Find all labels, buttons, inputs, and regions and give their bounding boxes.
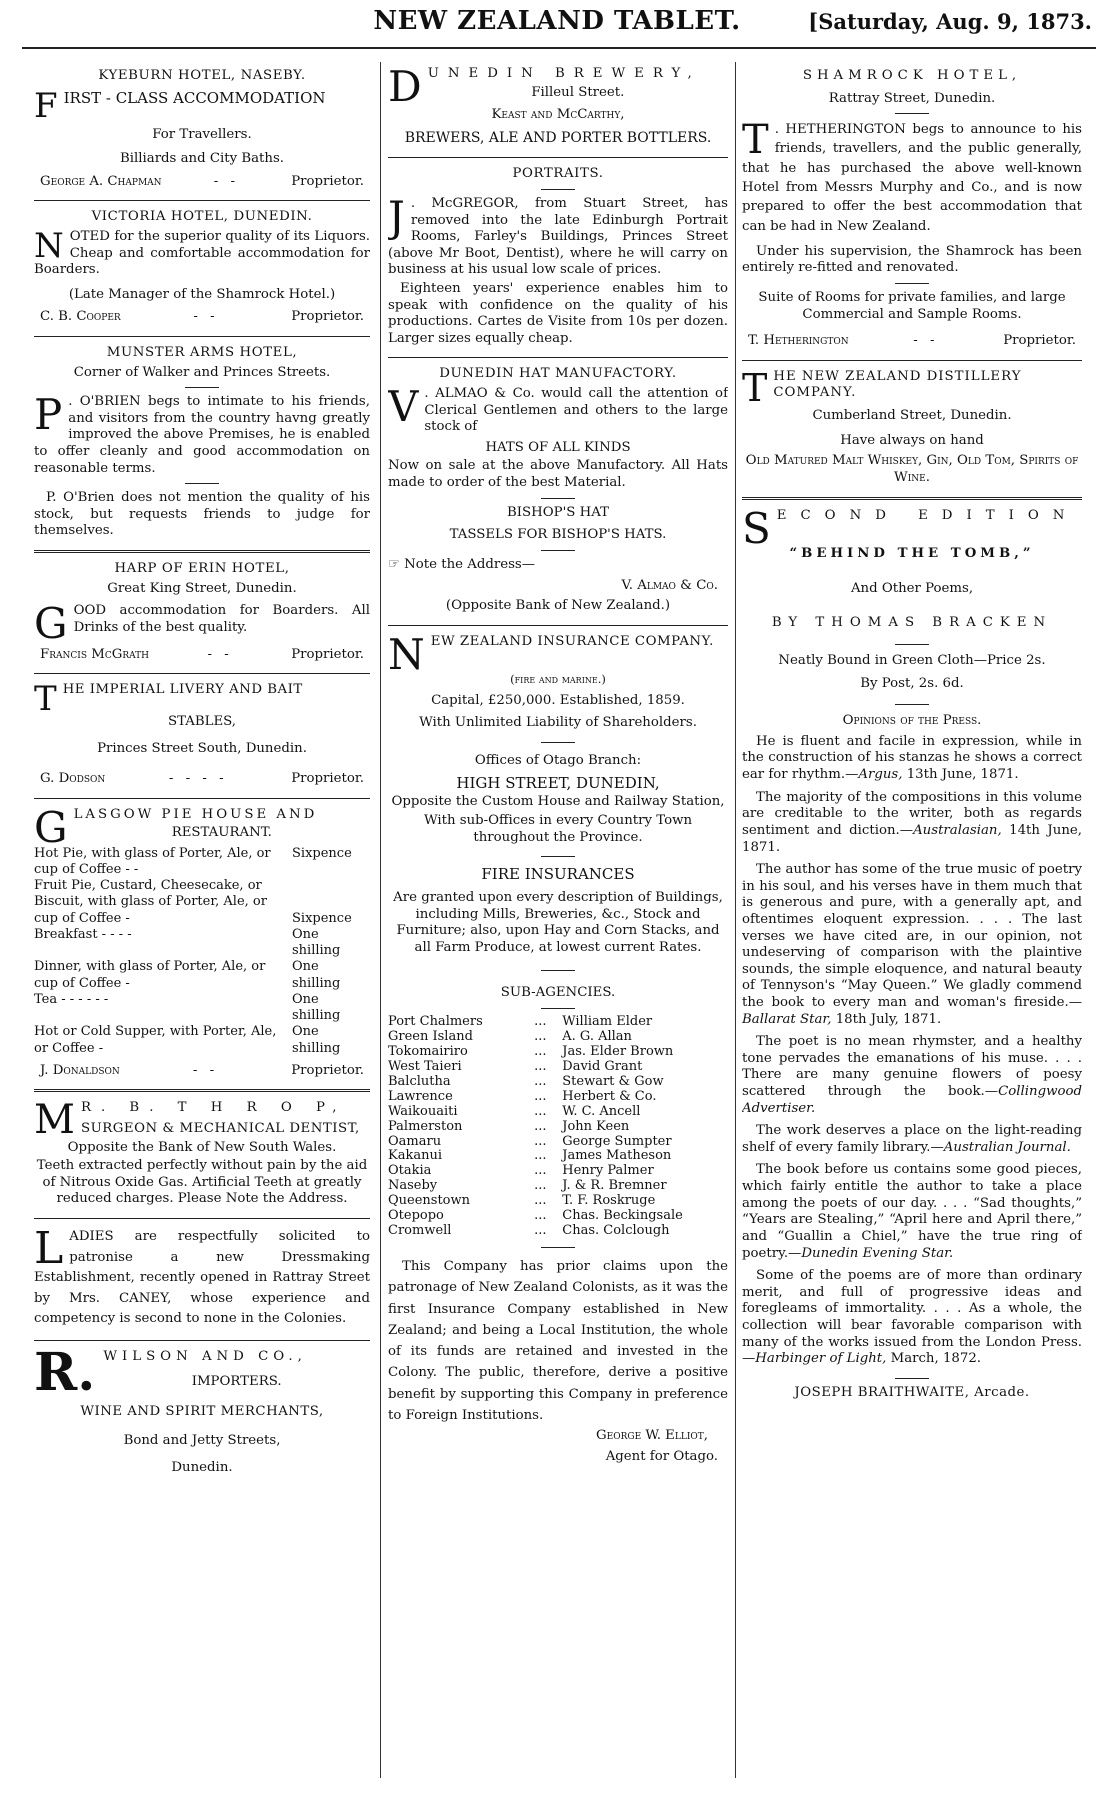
drop-cap: F [34,85,58,126]
ad-book-behind-the-tomb [742,503,1082,1402]
leader-dots: - - [193,309,219,325]
ad-subheading: Rattray Street, Dunedin. [828,90,996,106]
ad-shamrock-hotel [742,68,1082,350]
ad-subheading: IMPORTERS. [191,1373,282,1389]
ad-body: . HETHERINGTON begs to announce to his friends, travellers, and the public generally, that he has purchased the above well-known Hotel from Messrs Murphy and Co., and is now prepared to offer the best accommodation that can be had in New Zealand. [742,122,1082,234]
masthead [0,0,1114,42]
leader-dots: - - - - [168,771,228,787]
ad-separator [742,360,1082,361]
drop-cap: N [388,629,425,679]
ad-body: . O'BRIEN begs to intimate to his friends, and visitors from the country havng greatly improved the above Premises, he is enabled to offer cleanly and good accommodation on reasonable terms. [34,394,370,476]
press-review: The work deserves a place on the light-reading shelf of every family library.—Australian Journal. [742,1123,1082,1155]
ad-heading: PORTRAITS. [512,166,604,182]
proprietor-name: J. Donaldson [40,1062,120,1078]
short-rule [185,387,219,388]
ad-separator [742,497,1082,500]
drop-cap: G [34,802,68,852]
ad-separator [34,1218,370,1219]
ad-offices: Offices of Otago Branch: [474,753,642,769]
ad-body: Eighteen years' experience enables him to speak with confidence on the quality of his productions. Cartes de Visite from 10s per dozen. Larger sizes equally cheap. [388,280,728,346]
proprietor-name: Francis McGrath [40,646,149,662]
ad-body: Opposite the Custom House and Railway Station, [391,794,725,810]
ad-munster-arms [34,345,370,540]
ad-dressmaking [34,1223,370,1330]
ad-subheading: Opposite the Bank of New South Wales. [67,1139,337,1155]
proprietor-role: Proprietor. [291,771,364,787]
ad-liability: With Unlimited Liability of Shareholders. [419,715,697,731]
ad-imperial-livery [34,679,370,788]
ad-body: Suite of Rooms for private families, and large Commercial and Sample Rooms. [758,290,1066,322]
short-rule [895,113,929,114]
proprietor-line [40,174,364,191]
ad-heading: LASGOW PIE HOUSE AND [73,806,318,822]
short-rule [895,644,929,645]
ad-heading: UNEDIN BREWERY, [427,66,701,81]
short-rule [541,498,575,499]
ad-heading: WINE AND SPIRIT MERCHANTS, [80,1404,324,1420]
ad-body: Teeth extracted perfectly without pain by the aid of Nitrous Oxide Gas. Artificial Teeth at greatly reduced charges. Please Note the Address. [36,1158,368,1207]
drop-cap: R. [34,1342,96,1404]
ad-harp-of-erin [34,561,370,663]
dentist-name: R. B. T H R O P, [80,1100,347,1116]
drop-cap: L [34,1223,64,1275]
proprietor-role: Proprietor. [291,1062,364,1078]
proprietor-name: C. B. Cooper [40,309,121,325]
ad-separator [34,200,370,201]
short-rule [541,1008,575,1009]
ad-heading: ECOND EDITION [776,507,1079,523]
ad-heading: BREWERS, ALE AND PORTER BOTTLERS. [404,129,712,146]
ad-subheading: Princes Street South, Dunedin. [97,740,307,756]
ad-separator [388,357,728,358]
ad-body: . McGREGOR, from Stuart Street, has removed into the late Edinburgh Portrait Rooms, Farley's Buildings, Princes Street (above Mr Boot, Dentist), where he will carry on business at his usual low scale of prices. [388,195,728,278]
ad-separator [34,336,370,337]
ad-address: (Opposite Bank of New Zealand.) [445,598,671,614]
price-row: Hot Pie, with glass of Porter, Ale, or cup of Coffee - - Sixpence [34,845,352,877]
press-heading: Opinions of the Press. [842,713,982,729]
drop-cap: T [742,117,769,164]
ad-separator [34,1089,370,1092]
column-divider [380,62,381,1778]
ad-signature: V. Almao & Co. [621,577,718,593]
ad-separator [34,673,370,674]
column-divider [735,62,736,1778]
pointing-hand-icon: ☞ [388,556,400,572]
ad-heading: STABLES, [167,714,237,730]
proprietor-line [748,333,1076,350]
ad-heading: BISHOP'S HAT [507,504,609,520]
short-rule [895,283,929,284]
drop-cap: N [34,225,64,266]
agency-row: Lawrence ... Herbert & Co. [388,1088,657,1104]
ad-line: IRST - CLASS ACCOMMODATION [63,88,326,107]
leader-dots: - - [913,333,939,349]
ad-address: Dunedin. [171,1459,233,1475]
proprietor-role: Proprietor. [1003,333,1076,349]
ad-body: ADIES are respectfully solicited to patronise a new Dressmaking Establishment, recently opened in Rattray Street by Mrs. CANEY, whose experience and competency is second to none in the Colonies. [34,1229,370,1327]
proprietor-line [40,771,364,788]
leader-dots: - - [192,1062,219,1078]
drop-cap: M [34,1097,75,1144]
ad-heading: SURGEON & MECHANICAL DENTIST, [80,1121,360,1136]
ad-subheading: Corner of Walker and Princes Streets. [73,364,331,380]
short-rule [185,483,219,484]
agency-row: Naseby ... J. & R. Bremner [388,1178,667,1194]
price-row: Hot or Cold Supper, with Porter, Ale, or Coffee - One shilling [34,1024,341,1056]
ad-separator [388,625,728,626]
ad-heading: HE IMPERIAL LIVERY AND BAIT [62,682,303,698]
newspaper-title: NEW ZEALAND TABLET. [373,6,741,36]
drop-cap: P [34,390,63,440]
ad-signature: George W. Elliot, [596,1428,708,1444]
ad-heading: VICTORIA HOTEL, DUNEDIN. [91,209,313,225]
ad-body: Now on sale at the above Manufactory. All Hats made to order of the best Material. [388,458,728,491]
ad-body: This Company has prior claims upon the patronage of New Zealand Colonists, as it was the first Insurance Company established in New Zealand; and being a Local Institution, the whole of its funds are retained and invested in the Colony. The public, therefore, derive a positive benefit by supporting this Company in preference to Foreign Institutions. [388,1259,728,1423]
press-review: Some of the poems are of more than ordinary merit, and full of progressive ideas and foregleams of immortality. . . . As a whole, the collection will bear favorable comparison with many of the works issued from the London Press.—Harbinger of Light, March, 1872. [742,1268,1082,1367]
ad-subheading: (fire and marine.) [510,672,606,687]
proprietor-name: G. Dodson [40,771,106,787]
ad-heading: EW ZEALAND INSURANCE COMPANY. [430,633,714,649]
ad-signature-role: Agent for Otago. [605,1448,718,1464]
short-rule [895,704,929,705]
ad-heading: HE NEW ZEALAND DISTILLERY COMPANY. [773,368,1022,401]
press-review: The majority of the compositions in this volume are creditable to the writer, both as regards sentiment and diction.—Australasian, 14th June, 1871. [742,789,1082,855]
ad-body: Under his supervision, the Shamrock has been entirely re-fitted and renovated. [742,243,1082,276]
drop-cap: T [34,679,57,720]
agency-row: Tokomairiro ... Jas. Elder Brown [388,1043,674,1059]
ad-body: . ALMAO & Co. would call the attention of Clerical Gentlemen and others to the large stock of [424,386,728,435]
ad-heading: HATS OF ALL KINDS [485,439,631,455]
ad-heading: MUNSTER ARMS HOTEL, [106,344,298,360]
ad-line: For Travellers. [152,126,252,142]
proprietor-line [40,1063,364,1080]
price-row: Breakfast - - - - One shilling [34,926,341,959]
sub-agencies-table [388,1015,728,1239]
proprietor-line [40,309,364,326]
price-list [34,846,370,1057]
agency-row: Kakanui ... James Matheson [388,1148,672,1164]
ad-subheading: Cumberland Street, Dunedin. [812,408,1012,424]
drop-cap: T [742,365,768,410]
ad-nz-insurance [388,629,728,1466]
ad-wilson-co [34,1342,370,1476]
leader-dots: - - [213,173,239,189]
agency-row: West Taieri ... David Grant [388,1058,643,1074]
ad-line: Billiards and City Baths. [119,151,285,167]
price-row: Dinner, with glass of Porter, Ale, or cup of Coffee - One shilling [34,959,341,991]
ad-heading: SHAMROCK HOTEL, [802,68,1022,83]
price-row: Fruit Pie, Custard, Cheesecake, or Biscuit, with glass of Porter, Ale, or cup of Coffee - Sixpence [34,878,352,926]
ad-portraits [388,166,728,347]
short-rule [541,1247,575,1248]
column-2 [388,66,728,1776]
press-review: He is fluent and facile in expression, while in the construction of his stanzas he shows a correct ear for rhythm.—Argus, 13th June, 1871. [742,733,1082,783]
proprietor-name: T. Hetherington [748,333,849,349]
ad-body: With sub-Offices in every Country Town throughout the Province. [423,812,693,845]
agency-row: Waikouaiti ... W. C. Ancell [388,1103,641,1119]
ad-body: OTED for the superior quality of its Liquors. Cheap and comfortable accommodation for Boarders. [34,228,370,278]
ad-dentist [34,1097,370,1208]
proprietor-line [40,643,364,664]
drop-cap: S [742,503,771,553]
ad-dunedin-brewery [388,66,728,147]
drop-cap: G [34,599,68,649]
agency-row: Port Chalmers ... William Elder [388,1014,653,1029]
book-price: Neatly Bound in Green Cloth—Price 2s. [778,653,1046,669]
press-review: The poet is no mean rhymster, and a healthy tone pervades the emanations of his muse. . . . There are many genuine flowers of poesy scattered through the book.—Collingwood Advertiser. [742,1034,1082,1116]
short-rule [541,189,575,190]
ad-separator [388,157,728,158]
ad-glasgow-pie-house [34,802,370,1080]
book-author: BY THOMAS BRACKEN [771,615,1053,631]
ad-body: Have always on hand [840,432,984,448]
book-seller: JOSEPH BRAITHWAITE, Arcade. [794,1384,1030,1400]
agency-row: Cromwell ... Chas. Colclough [388,1223,670,1239]
proprietor-role: Proprietor. [291,173,364,189]
ad-note: (Late Manager of the Shamrock Hotel.) [68,286,336,302]
ad-separator [34,798,370,799]
agency-row: Queenstown ... T. F. Roskruge [388,1193,656,1209]
column-3 [742,66,1082,1776]
ad-heading: RESTAURANT. [171,825,272,841]
ad-body: Old Matured Malt Whiskey, Gin, Old Tom, Spirits of Wine. [745,453,1079,485]
short-rule [541,742,575,743]
ad-heading: FIRE INSURANCES [481,865,635,884]
agency-row: Balclutha ... Stewart & Gow [388,1073,664,1089]
book-post-price: By Post, 2s. 6d. [860,675,964,691]
ad-separator [34,550,370,553]
ad-capital: Capital, £250,000. Established, 1859. [431,692,685,708]
agency-row: Otakia ... Henry Palmer [388,1163,654,1179]
proprietor-role: Proprietor. [291,309,364,325]
ad-hat-manufactory [388,366,728,614]
ad-heading: WILSON AND CO., [103,1349,307,1365]
short-rule [541,856,575,857]
issue-date: [Saturday, Aug. 9, 1873. [808,9,1092,34]
column-1 [34,66,370,1776]
ad-heading: SUB-AGENCIES. [500,985,616,1001]
ad-note: Note the Address— [404,556,536,572]
short-rule [541,970,575,971]
drop-cap: D [388,66,422,111]
ad-owners: Keast and McCarthy, [491,107,625,123]
ad-heading: TASSELS FOR BISHOP'S HATS. [449,527,667,543]
ad-body: Are granted upon every description of Buildings, including Mills, Breweries, &c., Stock and Furniture; also, upon Hay and Corn Stacks, and all Farm Produce, at lowest current Rates. [393,889,723,955]
drop-cap: V [388,382,419,432]
ad-heading: HIGH STREET, DUNEDIN, [456,773,660,792]
agency-row: Oamaru ... George Sumpter [388,1133,672,1149]
ad-subheading: Great King Street, Dunedin. [107,580,297,596]
book-title: “BEHIND THE TOMB,” [789,546,1035,562]
ad-nz-distillery [742,365,1082,487]
proprietor-role: Proprietor. [291,646,364,662]
price-row: Tea - - - - - - One shilling [34,991,341,1024]
press-review: The book before us contains some good pieces, which fairly entitle the author to take a place among the poets of our day. . . . “Sad thoughts,” “Years are Stealing,” “April here and April there,” and “Guallin a Chiel,” have the true ring of poetry.—Dunedin Evening Star. [742,1162,1082,1261]
proprietor-name: George A. Chapman [40,173,162,189]
agency-row: Green Island ... A. G. Allan [388,1028,632,1044]
leader-dots: - - [207,646,233,662]
ad-kyeburn-hotel [34,68,370,190]
agency-row: Otepopo ... Chas. Beckingsale [388,1208,683,1224]
ad-heading: DUNEDIN HAT MANUFACTORY. [439,366,677,382]
agency-row: Palmerston ... John Keen [388,1118,630,1134]
short-rule [541,550,575,551]
drop-cap: J [388,191,405,241]
masthead-rule [22,47,1096,49]
press-review: The author has some of the true music of poetry in his soul, and his verses have in them much that is generous and pure, with a generally apt, and oftentimes eloquent expression. . . . The last verses we have cited are, in our opinion, not undeserving of comparison with the plaintive sounds, the simple eloquence, and natural beauty of Tennyson's “May Queen.” We gladly commend the book to every man and woman's fireside.—Ballarat Star, 18th July, 1871. [742,862,1082,1027]
book-subtitle: And Other Poems, [850,580,974,596]
ad-heading: KYEBURN HOTEL, NASEBY. [98,68,306,83]
short-rule [895,1378,929,1379]
ad-note: P. O'Brien does not mention the quality of his stock, but requests friends to judge for themselves. [34,490,370,539]
ad-heading: HARP OF ERIN HOTEL, [114,561,290,577]
ad-address: Bond and Jetty Streets, [123,1432,281,1448]
ad-subheading: Filleul Street. [531,84,625,100]
ad-body: OOD accommodation for Boarders. All Drinks of the best quality. [73,603,370,635]
ad-separator [34,1340,370,1341]
ad-victoria-hotel [34,209,370,326]
